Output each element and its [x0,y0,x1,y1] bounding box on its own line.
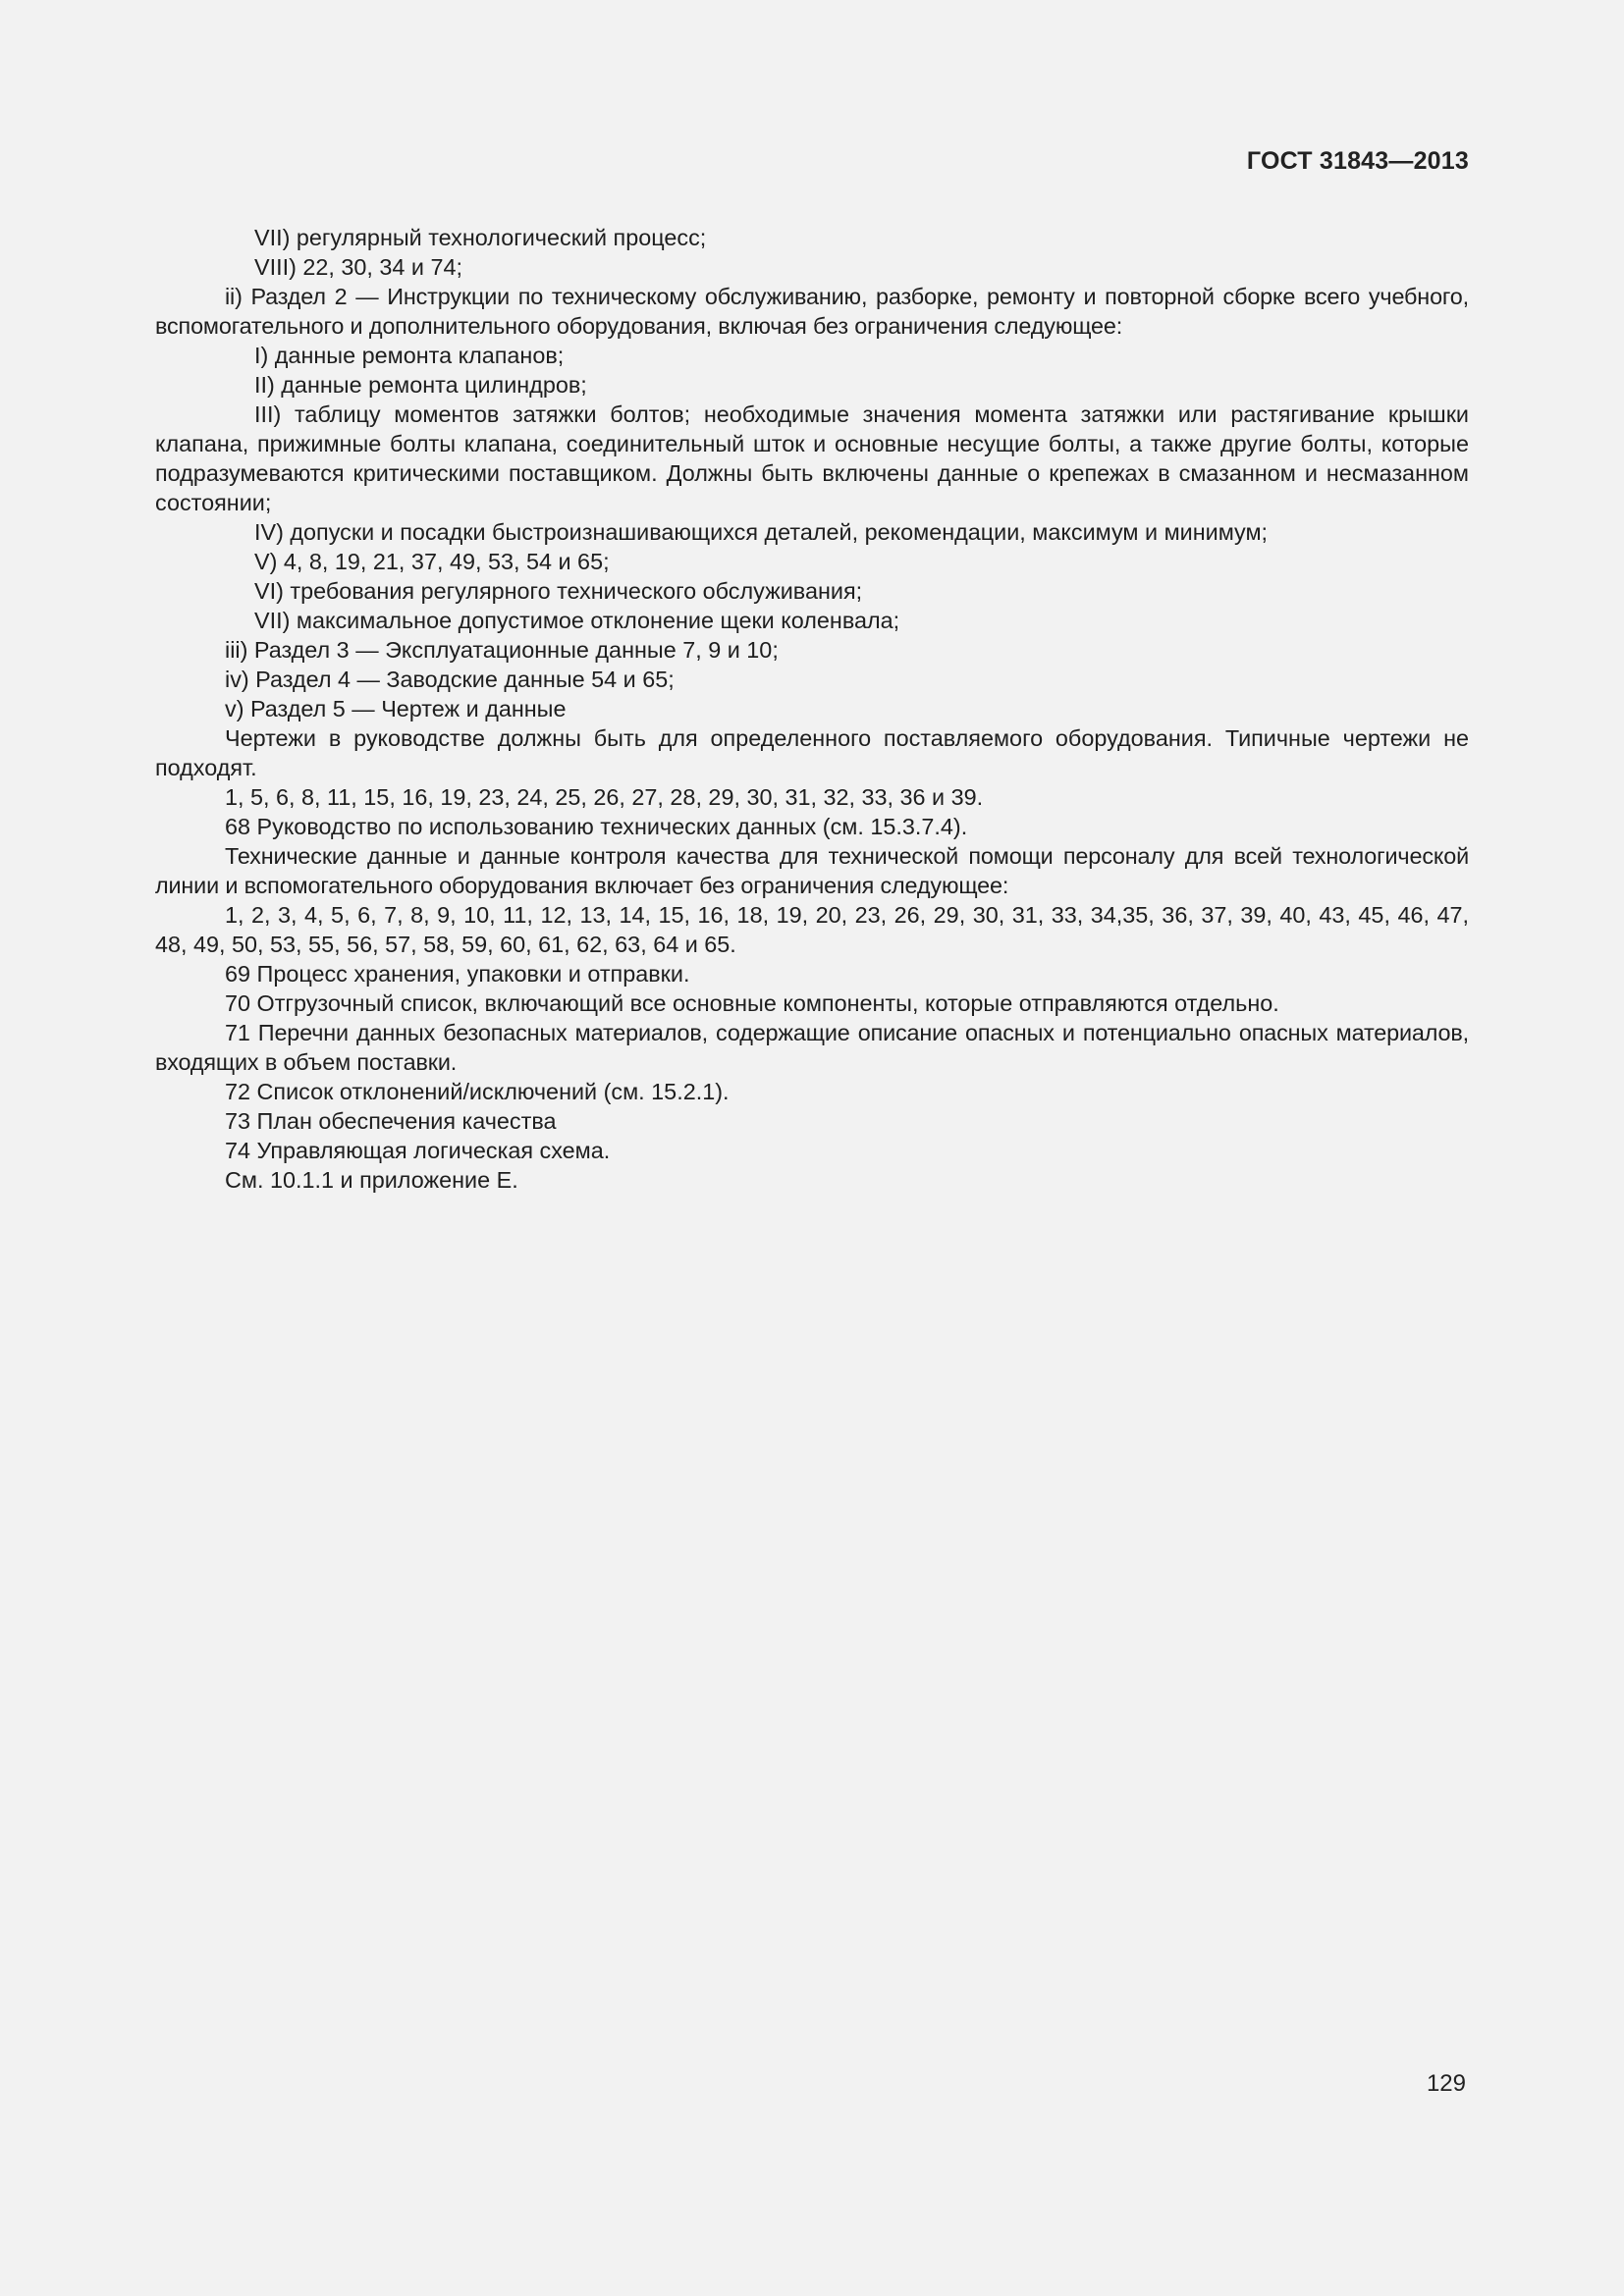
document-body [155,223,1469,1195]
drawings-items-paragraph: 1, 5, 6, 8, 11, 15, 16, 19, 23, 24, 25, 26, 27, 28, 29, 30, 31, 32, 33, 36 и 39. [225,784,984,810]
item-72-paragraph: 72 Список отклонений/исключений (см. 15.2.1). [225,1079,730,1104]
section-2-paragraph: ii) Раздел 2 — Инструкции по техническому обслуживанию, разборке, ремонту и повторной сборке всего учебного, вспомогательного и дополнительного оборудования, включая без ограничения следующее: [155,284,1469,339]
reference-paragraph: См. 10.1.1 и приложение Е. [225,1167,518,1193]
list-item-vii-crank-deviation: VII) максимальное допустимое отклонение щеки коленвала; [254,608,900,633]
technical-data-paragraph: Технические данные и данные контроля качества для технической помощи персоналу для всей технологической линии и вспомогательного оборудования включает без ограничения следующее: [155,843,1469,898]
list-item-vi-maintenance: VI) требования регулярного технического обслуживания; [254,578,863,604]
section-3-paragraph: iii) Раздел 3 — Эксплуатационные данные 7, 9 и 10; [225,637,779,663]
item-69-paragraph: 69 Процесс хранения, упаковки и отправки. [225,961,690,987]
list-item-iii-bolt-torque: III) таблицу моментов затяжки болтов; необходимые значения момента затяжки или растягивание крышки клапана, прижимные болты клапана, соединительный шток и основные несущие болты, а также другие болты, которые подразумеваются критическими поставщиком. Должны быть включены данные о крепежах в смазанном и несмазанном состоянии; [155,401,1469,515]
list-item-ii-cylinder-repair: II) данные ремонта цилиндров; [254,372,587,398]
list-item-v-items: V) 4, 8, 19, 21, 37, 49, 53, 54 и 65; [254,549,610,574]
document-standard-number: ГОСТ 31843—2013 [1246,147,1469,175]
section-4-paragraph: iv) Раздел 4 — Заводские данные 54 и 65; [225,667,675,692]
item-74-paragraph: 74 Управляющая логическая схема. [225,1138,611,1163]
list-item-viii-items: VIII) 22, 30, 34 и 74; [254,254,463,280]
item-71-paragraph: 71 Перечни данных безопасных материалов, содержащие описание опасных и потенциально опасных материалов, входящих в объем поставки. [155,1020,1469,1075]
drawings-paragraph: Чертежи в руководстве должны быть для определенного поставляемого оборудования. Типичные чертежи не подходят. [155,725,1469,780]
list-item-i-valve-repair: I) данные ремонта клапанов; [254,343,565,368]
item-70-paragraph: 70 Отгрузочный список, включающий все основные компоненты, которые отправляются отдельно. [225,990,1279,1016]
list-item-vii-regular-process: VII) регулярный технологический процесс; [254,225,707,250]
technical-data-items-paragraph: 1, 2, 3, 4, 5, 6, 7, 8, 9, 10, 11, 12, 13, 14, 15, 16, 18, 19, 20, 23, 26, 29, 30, 31, 33, 34,35, 36, 37, 39, 40, 43, 45, 46, 47, 48, 49, 50, 53, 55, 56, 57, 58, 59, 60, 61, 62, 63, 64 и 65. [155,902,1469,957]
item-68-paragraph: 68 Руководство по использованию технических данных (см. 15.3.7.4). [225,814,968,839]
section-5-paragraph: v) Раздел 5 — Чертеж и данные [225,696,567,721]
item-73-paragraph: 73 План обеспечения качества [225,1108,557,1134]
list-item-iv-tolerances: IV) допуски и посадки быстроизнашивающихся деталей, рекомендации, максимум и минимум; [254,519,1269,545]
page-number: 129 [1426,2070,1466,2097]
